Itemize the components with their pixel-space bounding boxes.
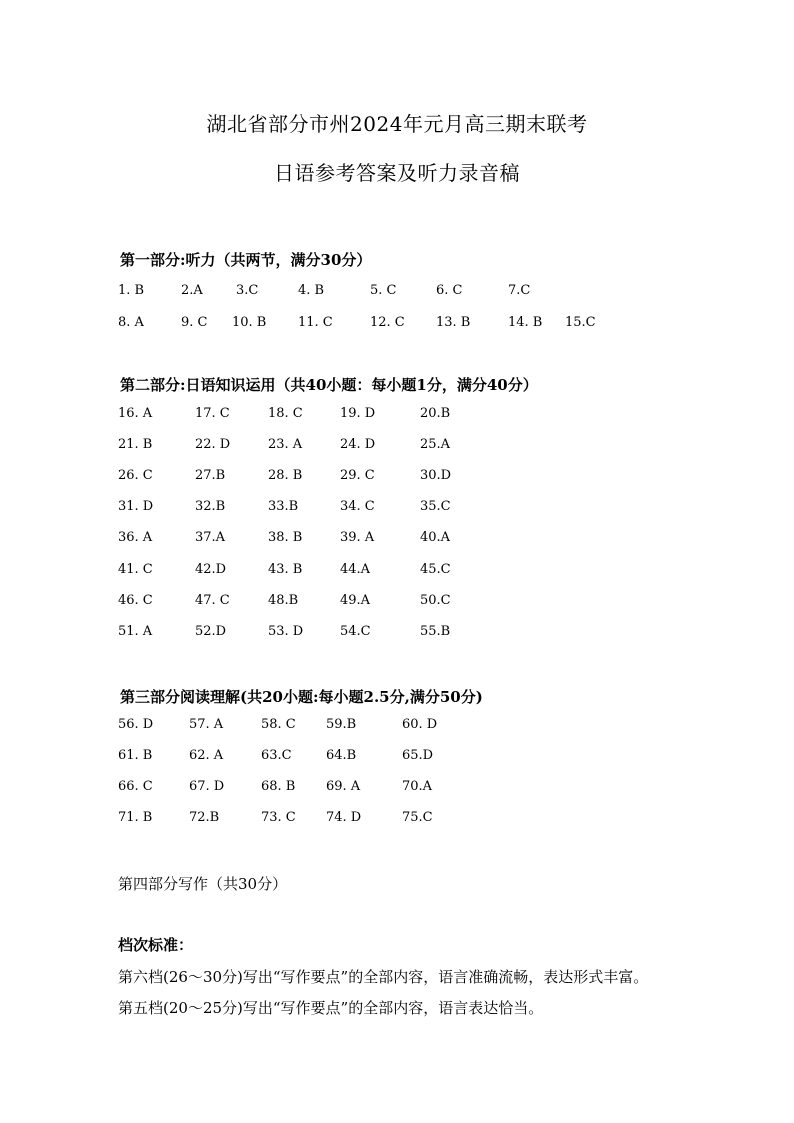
answer-item: 31. D: [118, 499, 154, 514]
answer-item: 70.A: [402, 779, 433, 794]
answer-item: 57. A: [189, 717, 224, 732]
answer-item: 23. A: [268, 437, 303, 452]
answer-item: 34. C: [340, 499, 375, 514]
answer-item: 45.C: [420, 562, 451, 577]
section-heading-writing: 第四部分写作（共30分）: [118, 875, 288, 893]
answer-item: 38. B: [268, 530, 303, 545]
answer-item: 71. B: [118, 810, 153, 825]
answer-item: 47. C: [195, 593, 230, 608]
answer-item: 10. B: [232, 315, 267, 330]
answer-item: 67. D: [189, 779, 225, 794]
answer-item: 14. B: [508, 315, 543, 330]
answer-item: 19. D: [340, 406, 376, 421]
answer-item: 43. B: [268, 562, 303, 577]
answer-item: 49.A: [340, 593, 371, 608]
answer-item: 62. A: [189, 748, 224, 763]
criteria-line-5: 第五档(20～25分)写出“写作要点”的全部内容，语言表达恰当。: [118, 999, 544, 1017]
answer-item: 16. A: [118, 406, 153, 421]
section-heading-knowledge: 第二部分:日语知识运用（共40小题：每小题1分，满分40分）: [120, 376, 538, 394]
answer-item: 65.D: [402, 748, 434, 763]
answer-item: 63.C: [261, 748, 292, 763]
section-heading-listening: 第一部分:听力（共两节，满分30分）: [120, 251, 372, 269]
answer-item: 53. D: [268, 624, 304, 639]
answer-item: 54.C: [340, 624, 371, 639]
answer-item: 75.C: [402, 810, 433, 825]
answer-item: 61. B: [118, 748, 153, 763]
answer-item: 20.B: [420, 406, 451, 421]
answer-item: 13. B: [436, 315, 471, 330]
answer-item: 73. C: [261, 810, 296, 825]
answer-item: 5. C: [370, 283, 397, 298]
answer-item: 9. C: [181, 315, 208, 330]
answer-item: 56. D: [118, 717, 154, 732]
answer-item: 22. D: [195, 437, 231, 452]
answer-item: 44.A: [340, 562, 371, 577]
answer-item: 64.B: [326, 748, 357, 763]
document-title: 湖北省部分市州2024年元月高三期末联考: [206, 112, 588, 136]
answer-item: 26. C: [118, 468, 153, 483]
answer-item: 36. A: [118, 530, 153, 545]
answer-item: 18. C: [268, 406, 303, 421]
answer-item: 50.C: [420, 593, 451, 608]
answer-item: 28. B: [268, 468, 303, 483]
answer-item: 74. D: [326, 810, 362, 825]
answer-item: 7.C: [508, 283, 531, 298]
answer-item: 66. C: [118, 779, 153, 794]
answer-item: 11. C: [298, 315, 333, 330]
answer-item: 46. C: [118, 593, 153, 608]
criteria-heading: 档次标准：: [118, 936, 194, 954]
answer-item: 8. A: [118, 315, 144, 330]
answer-item: 68. B: [261, 779, 296, 794]
answer-item: 1. B: [118, 283, 145, 298]
answer-item: 12. C: [370, 315, 405, 330]
document-subtitle: 日语参考答案及听力录音稿: [274, 161, 520, 185]
answer-item: 4. B: [298, 283, 325, 298]
answer-item: 25.A: [420, 437, 451, 452]
answer-item: 24. D: [340, 437, 376, 452]
answer-item: 40.A: [420, 530, 451, 545]
answer-item: 48.B: [268, 593, 299, 608]
answer-item: 69. A: [326, 779, 361, 794]
answer-item: 35.C: [420, 499, 451, 514]
answer-item: 41. C: [118, 562, 153, 577]
answer-item: 30.D: [420, 468, 452, 483]
answer-item: 60. D: [402, 717, 438, 732]
answer-item: 39. A: [340, 530, 375, 545]
answer-item: 72.B: [189, 810, 220, 825]
criteria-line-6: 第六档(26～30分)写出“写作要点”的全部内容，语言准确流畅，表达形式丰富。: [118, 968, 649, 986]
answer-item: 17. C: [195, 406, 230, 421]
answer-item: 29. C: [340, 468, 375, 483]
answer-item: 21. B: [118, 437, 153, 452]
answer-item: 52.D: [195, 624, 227, 639]
section-heading-reading: 第三部分阅读理解(共20小题:每小题2.5分,满分50分): [120, 688, 483, 706]
answer-item: 27.B: [195, 468, 226, 483]
answer-item: 32.B: [195, 499, 226, 514]
answer-item: 15.C: [565, 315, 596, 330]
answer-item: 42.D: [195, 562, 227, 577]
answer-item: 2.A: [181, 283, 203, 298]
answer-item: 33.B: [268, 499, 299, 514]
answer-item: 3.C: [236, 283, 259, 298]
answer-item: 59.B: [326, 717, 357, 732]
answer-item: 51. A: [118, 624, 153, 639]
answer-item: 55.B: [420, 624, 451, 639]
answer-item: 37.A: [195, 530, 226, 545]
answer-item: 58. C: [261, 717, 296, 732]
answer-item: 6. C: [436, 283, 463, 298]
